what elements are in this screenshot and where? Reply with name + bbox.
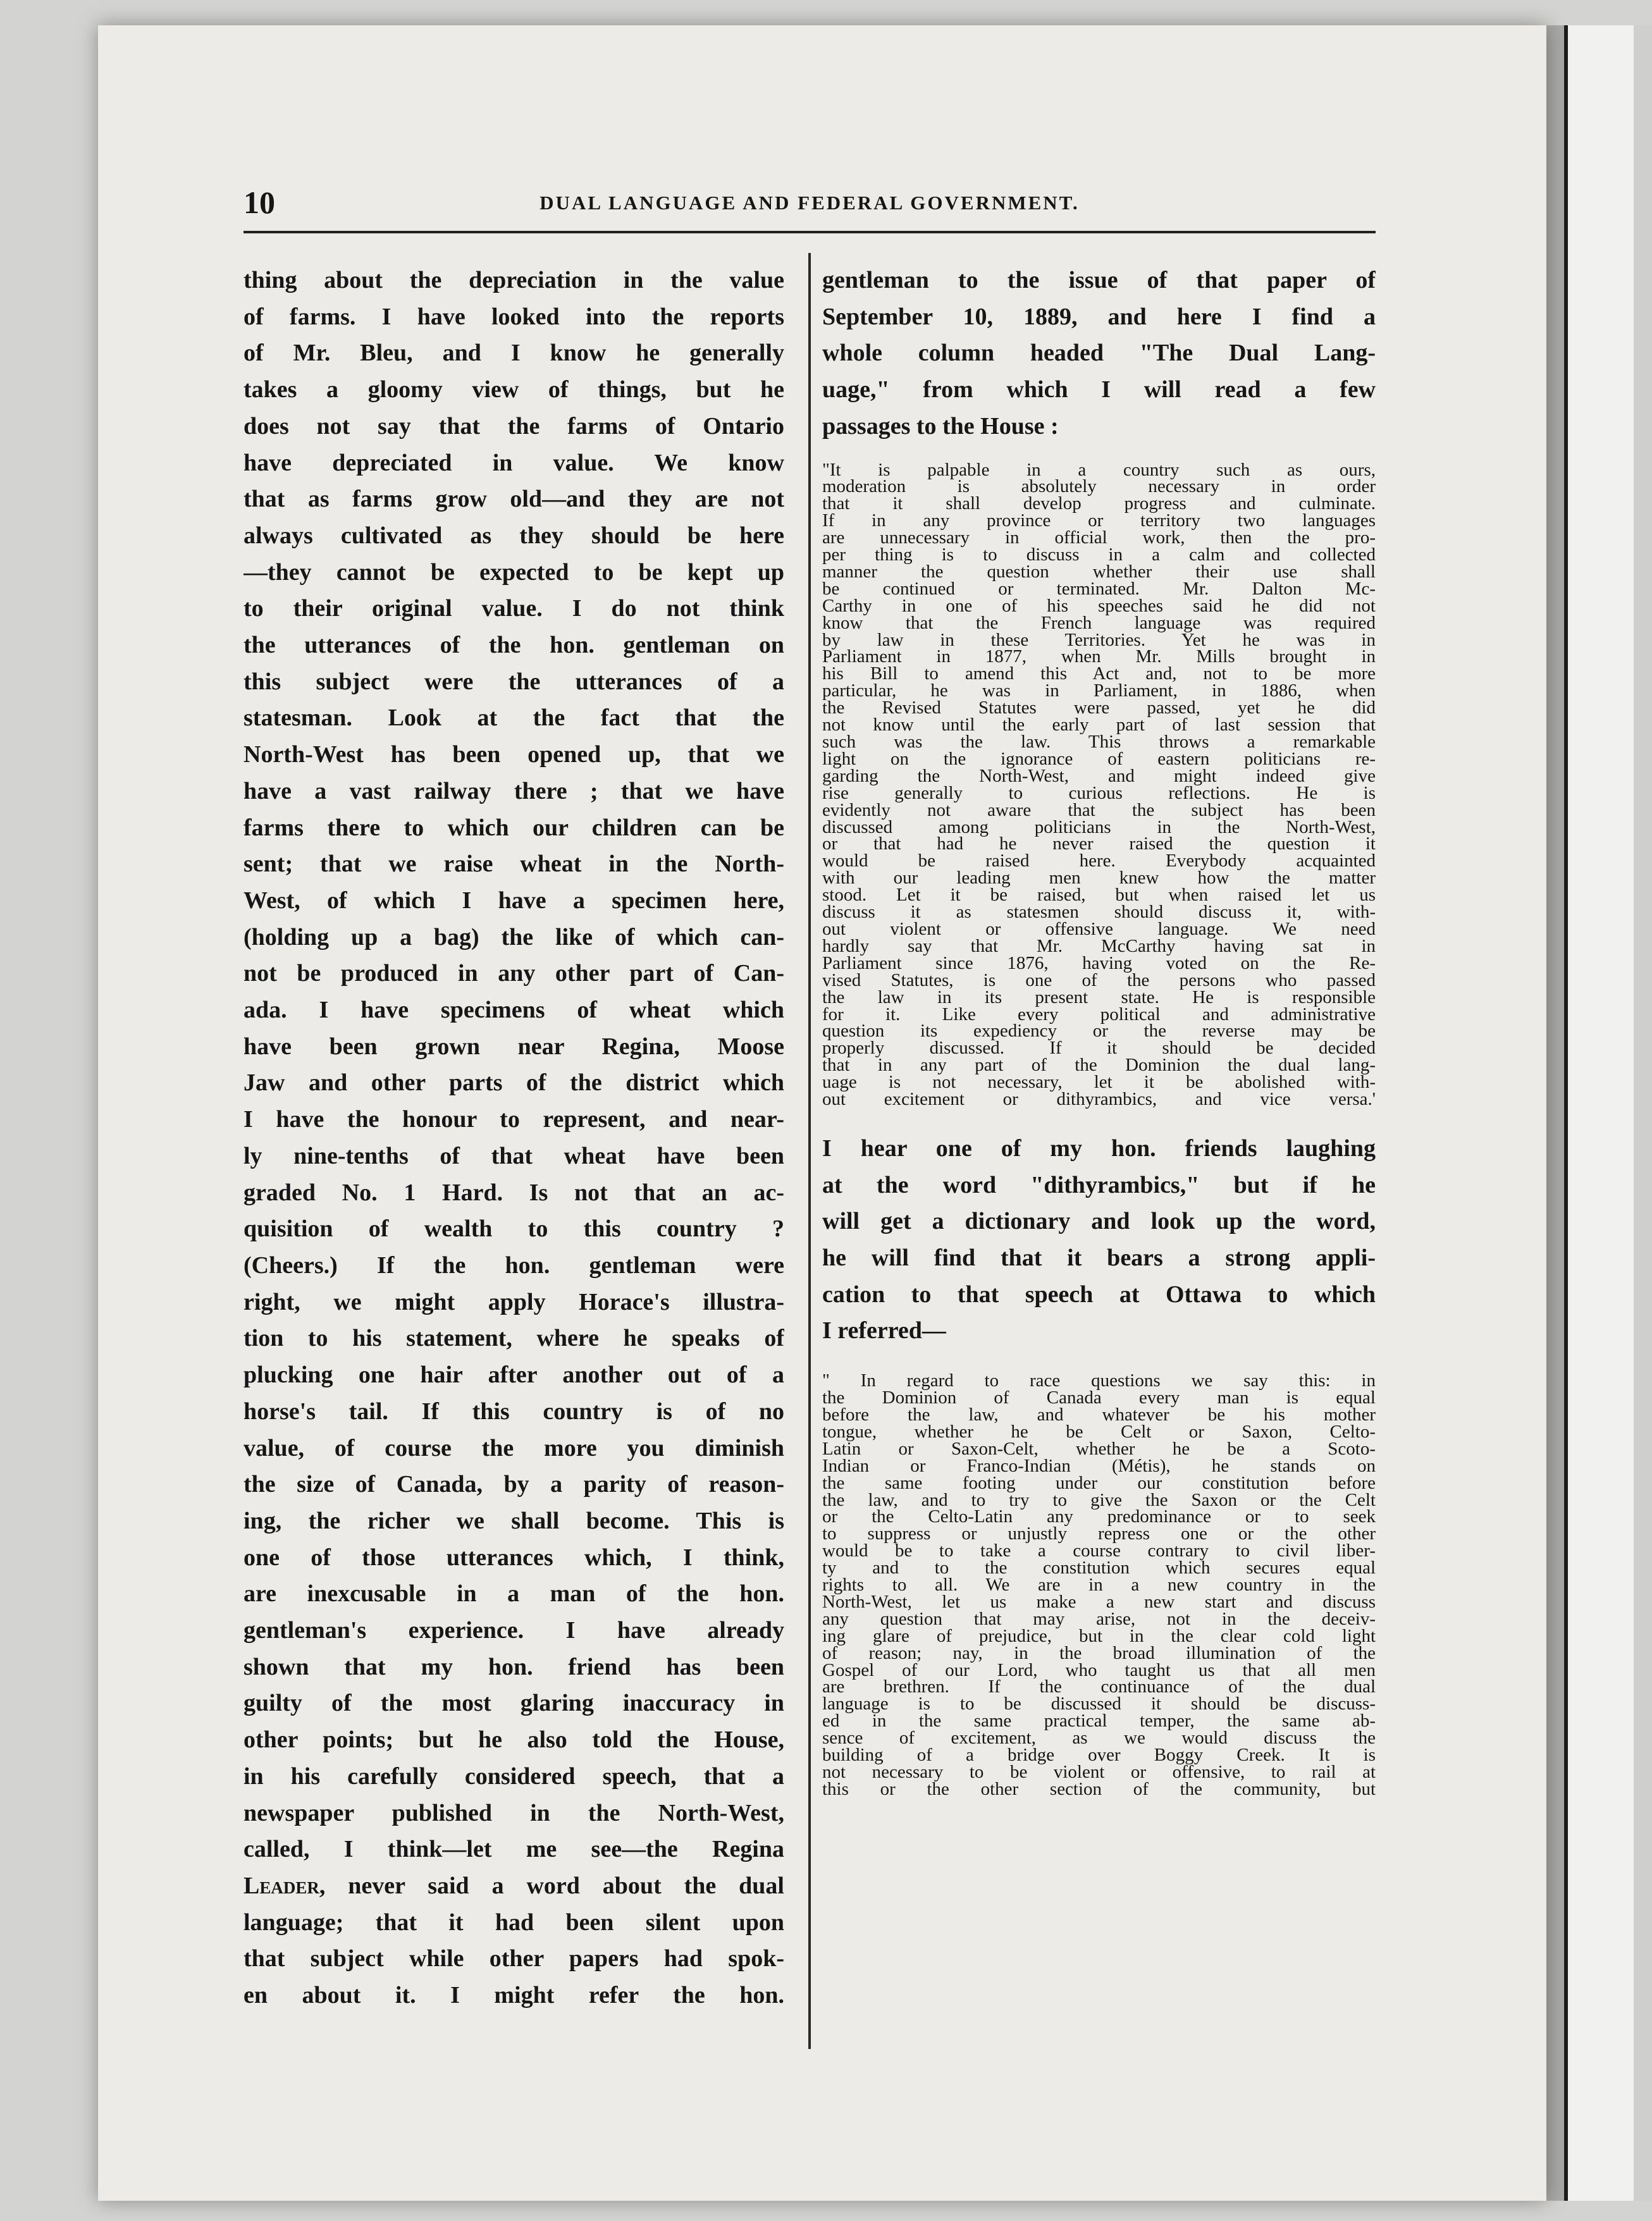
quote-line: North-West, let us make a new start and discuss xyxy=(822,1591,1376,1612)
quote-line: out violent or offensive language. We need xyxy=(822,918,1376,939)
quote-line: his Bill to amend this Act and, not to be more xyxy=(822,663,1376,684)
quote-line: would be raised here. Everybody acquainted xyxy=(822,851,1376,871)
text-line: will get a dictionary and look up the word, xyxy=(822,1208,1376,1235)
text-line: have been grown near Regina, Moose xyxy=(243,1033,784,1060)
text-line: not be produced in any other part of Can- xyxy=(243,960,784,987)
quote-line: or that had he never raised the question it xyxy=(822,834,1376,854)
quote-line: that it shall develop progress and culminate. xyxy=(822,493,1376,514)
quote-line: evidently not aware that the subject has been xyxy=(822,799,1376,820)
quote-line: properly discussed. If it should be decided xyxy=(822,1038,1376,1059)
text-line: Leader, never said a word about the dual xyxy=(243,1872,784,1899)
quotation-block-1 xyxy=(822,459,1376,1110)
quote-line: garding the North-West, and might indeed give xyxy=(822,765,1376,786)
right-intro-paragraph xyxy=(822,262,1376,445)
quote-line: moderation is absolutely necessary in order xyxy=(822,476,1376,497)
quote-line: the law in its present state. He is responsible xyxy=(822,987,1376,1007)
quote-line: tongue, whether he be Celt or Saxon, Celto- xyxy=(822,1421,1376,1442)
text-line: —they cannot be expected to be kept up xyxy=(243,558,784,586)
quote-line: If in any province or territory two languages xyxy=(822,510,1376,531)
quote-line: or the Celto-Latin any predominance or to seek xyxy=(822,1506,1376,1527)
text-line: are inexcusable in a man of the hon. xyxy=(243,1580,784,1608)
quote-line: hardly say that Mr. McCarthy having sat in xyxy=(822,935,1376,956)
text-line: that as farms grow old—and they are not xyxy=(243,486,784,513)
text-line: tion to his statement, where he speaks of xyxy=(243,1325,784,1352)
text-line: ly nine-tenths of that wheat have been xyxy=(243,1142,784,1169)
quote-line: the law, and to try to give the Saxon or the Celt xyxy=(822,1489,1376,1510)
quote-line: sence of excitement, as we would discuss the xyxy=(822,1728,1376,1749)
quote-line: by law in these Territories. Yet he was in xyxy=(822,629,1376,650)
text-line: language; that it had been silent upon xyxy=(243,1909,784,1936)
quote-line: for it. Like every political and administrative xyxy=(822,1004,1376,1024)
text-line: have a vast railway there ; that we have xyxy=(243,777,784,804)
quote-line: not know until the early part of last session that xyxy=(822,715,1376,735)
quote-line: that in any part of the Dominion the dual lang- xyxy=(822,1055,1376,1076)
text-line: (holding up a bag) the like of which can- xyxy=(243,923,784,951)
running-title: DUAL LANGUAGE AND FEDERAL GOVERNMENT. xyxy=(539,192,1080,214)
quote-line: light on the ignorance of eastern politicians re- xyxy=(822,748,1376,769)
quote-line: to suppress or unjustly repress one or the other xyxy=(822,1523,1376,1544)
quote-line: are brethren. If the continuance of the dual xyxy=(822,1677,1376,1697)
text-line: takes a gloomy view of things, but he xyxy=(243,376,784,403)
quote-line: ty and to the constitution which secures equal xyxy=(822,1558,1376,1578)
text-line: quisition of wealth to this country ? xyxy=(243,1215,784,1243)
quote-line: particular, he was in Parliament, in 1886, when xyxy=(822,680,1376,701)
quote-line: discussed among politicians in the North-West, xyxy=(822,816,1376,837)
text-line: ada. I have specimens of wheat which xyxy=(243,997,784,1024)
quote-line: vised Statutes, is one of the persons who passed xyxy=(822,969,1376,990)
quote-line: ing glare of prejudice, but in the clear cold light xyxy=(822,1625,1376,1646)
quote-line: stood. Let it be raised, but when raised let us xyxy=(822,885,1376,906)
text-line: shown that my hon. friend has been xyxy=(243,1653,784,1680)
text-line: statesman. Look at the fact that the xyxy=(243,704,784,732)
quote-line: Parliament in 1877, when Mr. Mills brought in xyxy=(822,646,1376,667)
text-line: passages to the House : xyxy=(822,412,1059,440)
quote-line: rise generally to curious reflections. He is xyxy=(822,782,1376,803)
quote-line: such was the law. This throws a remarkable xyxy=(822,732,1376,753)
adjacent-page-edge xyxy=(1564,25,1637,2201)
text-line: farms there to which our children can be xyxy=(243,814,784,841)
text-line: sent; that we raise wheat in the North- xyxy=(243,851,784,878)
quote-line: not necessary to be violent or offensive, to rail at xyxy=(822,1762,1376,1783)
text-line: other points; but he also told the House, xyxy=(243,1726,784,1754)
quote-line: are unnecessary in official work, then the pro- xyxy=(822,527,1376,548)
quote-line: per thing is to discuss in a calm and collected xyxy=(822,544,1376,565)
text-line: West, of which I have a specimen here, xyxy=(243,887,784,914)
quote-line: manner the question whether their use shall xyxy=(822,561,1376,582)
quote-line: "It is palpable in a country such as ours, xyxy=(822,459,1376,480)
text-line: September 10, 1889, and here I find a xyxy=(822,303,1376,330)
text-line: right, we might apply Horace's illustra- xyxy=(243,1288,784,1315)
text-line: en about it. I might refer the hon. xyxy=(243,1982,784,2009)
text-line: does not say that the farms of Ontario xyxy=(243,412,784,440)
quote-line: any question that may arise, not in the deceiv- xyxy=(822,1608,1376,1629)
text-line: at the word "dithyrambics," but if he xyxy=(822,1171,1376,1198)
text-line: cation to that speech at Ottawa to which xyxy=(822,1281,1376,1308)
quote-line: question its expediency or the reverse may be xyxy=(822,1021,1376,1042)
quote-line: this or the other section of the community, but xyxy=(822,1778,1376,1799)
text-line: Jaw and other parts of the district which xyxy=(243,1069,784,1097)
quote-line: Carthy in one of his speeches said he did not xyxy=(822,595,1376,616)
scan-border xyxy=(1634,25,1652,2201)
quote-line: " In regard to race questions we say this: in xyxy=(822,1370,1376,1391)
quote-line: know that the French language was required xyxy=(822,612,1376,633)
text-line: to their original value. I do not think xyxy=(243,595,784,622)
quote-line: with our leading men knew how the matter xyxy=(822,868,1376,889)
binding-shadow xyxy=(1546,25,1564,2201)
quote-line: out excitement or dithyrambics, and vice versa.' xyxy=(822,1089,1376,1110)
quote-line: Latin or Saxon-Celt, whether he be a Scoto- xyxy=(822,1438,1376,1459)
text-line: always cultivated as they should be here xyxy=(243,522,784,549)
quote-line: Parliament since 1876, having voted on the Re- xyxy=(822,952,1376,973)
quote-line: be continued or terminated. Mr. Dalton Mc- xyxy=(822,578,1376,599)
quote-line: Indian or Franco-Indian (Métis), he stands on xyxy=(822,1455,1376,1476)
text-line: I referred— xyxy=(822,1317,946,1344)
text-line: newspaper published in the North-West, xyxy=(243,1799,784,1826)
quote-line: the Revised Statutes were passed, yet he did xyxy=(822,698,1376,718)
text-line: guilty of the most glaring inaccuracy in xyxy=(243,1690,784,1717)
quote-line: the same footing under our constitution before xyxy=(822,1472,1376,1493)
left-column xyxy=(243,262,784,2052)
quote-line: ed in the same practical temper, the same ab- xyxy=(822,1711,1376,1732)
text-line: the utterances of the hon. gentleman on xyxy=(243,632,784,659)
text-line: whole column headed "The Dual Lang- xyxy=(822,340,1376,367)
column-divider xyxy=(808,253,811,2049)
text-line: the size of Canada, by a parity of reason- xyxy=(243,1471,784,1498)
text-line: that subject while other papers had spok- xyxy=(243,1945,784,1972)
right-middle-paragraph xyxy=(822,1131,1376,1350)
text-line: North-West has been opened up, that we xyxy=(243,741,784,768)
quote-line: Gospel of our Lord, who taught us that all men xyxy=(822,1659,1376,1680)
text-line: one of those utterances which, I think, xyxy=(243,1544,784,1571)
text-line: uage," from which I will read a few xyxy=(822,376,1376,403)
text-line: in his carefully considered speech, that a xyxy=(243,1763,784,1790)
text-line: have depreciated in value. We know xyxy=(243,449,784,476)
text-line: value, of course the more you diminish xyxy=(243,1434,784,1461)
text-line: plucking one hair after another out of a xyxy=(243,1362,784,1389)
text-line: I have the honour to represent, and near- xyxy=(243,1106,784,1133)
quote-line: the Dominion of Canada every man is equal xyxy=(822,1387,1376,1408)
quote-line: building of a bridge over Boggy Creek. It is xyxy=(822,1745,1376,1766)
page-number: 10 xyxy=(243,185,275,220)
text-line: horse's tail. If this country is of no xyxy=(243,1398,784,1425)
text-line: thing about the depreciation in the value xyxy=(243,267,784,293)
text-line: he will find that it bears a strong appli- xyxy=(822,1245,1376,1272)
quote-line: uage is not necessary, let it be abolished with- xyxy=(822,1072,1376,1093)
text-line: I hear one of my hon. friends laughing xyxy=(822,1135,1376,1162)
text-line: gentleman's experience. I have already xyxy=(243,1617,784,1644)
text-line: of Mr. Bleu, and I know he generally xyxy=(243,340,784,367)
running-header xyxy=(243,180,1376,233)
text-line: graded No. 1 Hard. Is not that an ac- xyxy=(243,1179,784,1206)
text-line: ing, the richer we shall become. This is xyxy=(243,1507,784,1534)
quote-line: discuss it as statesmen should discuss it, with- xyxy=(822,902,1376,923)
text-line: of farms. I have looked into the reports xyxy=(243,303,784,330)
text-line: gentleman to the issue of that paper of xyxy=(822,267,1376,293)
quote-line: would be to take a course contrary to civil liber- xyxy=(822,1541,1376,1561)
text-line: (Cheers.) If the hon. gentleman were xyxy=(243,1252,784,1279)
text-line: this subject were the utterances of a xyxy=(243,668,784,695)
text-line: called, I think—let me see—the Regina xyxy=(243,1836,784,1863)
right-column xyxy=(822,262,1376,2052)
quote-line: of reason; nay, in the broad illumination of the xyxy=(822,1642,1376,1663)
quote-line: rights to all. We are in a new country in the xyxy=(822,1575,1376,1596)
quote-line: before the law, and whatever be his mother xyxy=(822,1404,1376,1425)
quote-line: language is to be discussed it should be discuss- xyxy=(822,1694,1376,1714)
quotation-block-2 xyxy=(822,1372,1376,1798)
